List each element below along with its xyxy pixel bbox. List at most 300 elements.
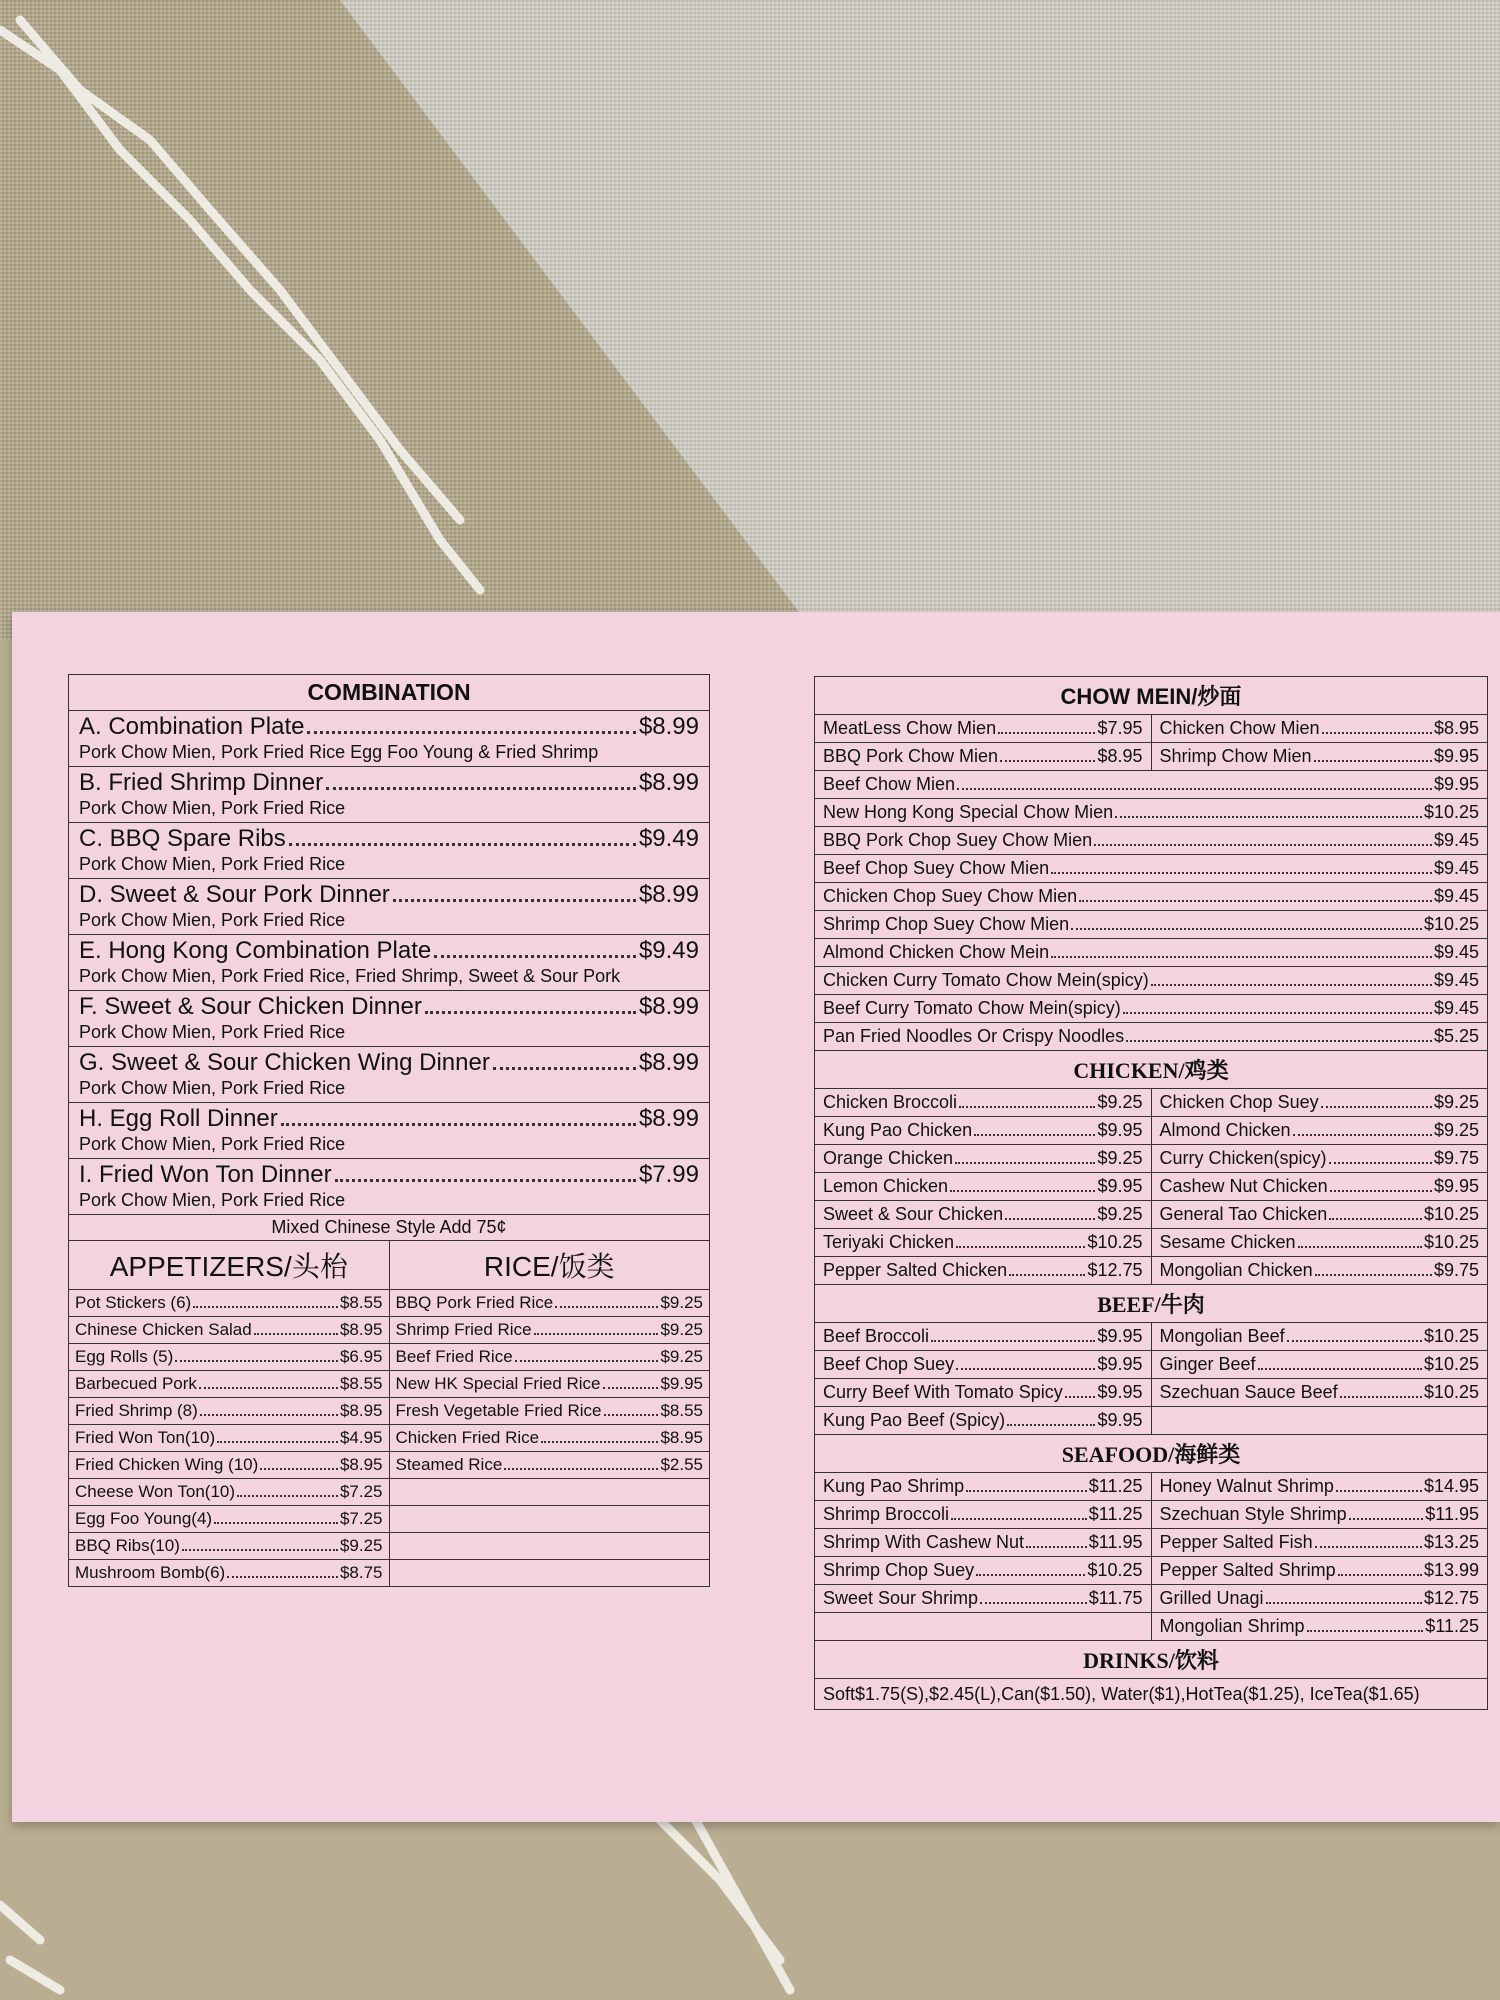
menu-item-name: Chicken Chow Mien: [1159, 718, 1320, 738]
menu-item: [815, 715, 1152, 743]
menu-item-price: $10.25: [1087, 1232, 1143, 1252]
menu-item-name: Cashew Nut Chicken: [1159, 1176, 1328, 1196]
menu-item: [1151, 1323, 1488, 1351]
dot-leader: [1071, 928, 1422, 930]
dot-leader: [307, 731, 635, 734]
menu-item: [1151, 1407, 1488, 1435]
menu-item-name: Szechuan Style Shrimp: [1159, 1504, 1347, 1524]
menu-item-price: $9.45: [1433, 858, 1479, 878]
menu-item-price: $9.45: [1433, 830, 1479, 850]
menu-item-name: Beef Broccoli: [823, 1326, 930, 1346]
dot-leader: [1009, 1274, 1085, 1276]
dot-leader: [1051, 872, 1432, 874]
menu-item: [389, 1533, 710, 1560]
menu-item-name: Kung Pao Shrimp: [823, 1476, 965, 1496]
menu-item: [69, 1425, 390, 1452]
menu-item: [389, 1371, 710, 1398]
menu-item-price: $9.95: [1433, 746, 1479, 766]
dot-leader: [1307, 1630, 1424, 1632]
menu-item-name: Pepper Salted Chicken: [823, 1260, 1008, 1280]
menu-item-price: $8.55: [339, 1374, 383, 1393]
menu-item-name: Shrimp With Cashew Nut: [823, 1532, 1025, 1552]
combination-item-name: F. Sweet & Sour Chicken Dinner: [79, 993, 422, 1020]
menu-item-price: $11.95: [1425, 1504, 1479, 1524]
menu-item-price: $9.45: [1433, 998, 1479, 1018]
drinks-text: Soft$1.75(S),$2.45(L),Can($1.50), Water($1),HotTea($1.25), IceTea($1.65): [815, 1679, 1488, 1710]
menu-item-name: New Hong Kong Special Chow Mien: [823, 802, 1114, 822]
menu-item-name: Kung Pao Chicken: [823, 1120, 973, 1140]
combination-item-name: G. Sweet & Sour Chicken Wing Dinner: [79, 1049, 490, 1076]
dot-leader: [1321, 1106, 1432, 1108]
combination-item: [69, 1103, 710, 1159]
dot-leader: [980, 1602, 1087, 1604]
menu-item: [389, 1344, 710, 1371]
dot-leader: [1330, 1190, 1432, 1192]
menu-item-name: Pepper Salted Shrimp: [1159, 1560, 1336, 1580]
menu-item-name: Sweet & Sour Chicken: [823, 1204, 1004, 1224]
combination-item-name: D. Sweet & Sour Pork Dinner: [79, 881, 390, 908]
dot-leader: [1298, 1246, 1422, 1248]
menu-item-name: Barbecued Pork: [75, 1374, 197, 1393]
menu-item-name: Beef Chop Suey: [823, 1354, 955, 1374]
menu-item-price: $11.95: [1088, 1532, 1143, 1552]
menu-item: [815, 995, 1488, 1023]
dot-leader: [237, 1495, 338, 1497]
combination-item-desc: Pork Chow Mien, Pork Fried Rice: [79, 798, 346, 818]
menu-item: [389, 1317, 710, 1344]
menu-item-name: BBQ Pork Fried Rice: [395, 1293, 554, 1312]
menu-item-name: BBQ Pork Chop Suey Chow Mien: [823, 830, 1093, 850]
menu-item-price: $8.55: [660, 1401, 703, 1420]
dot-leader: [974, 1134, 1095, 1136]
menu-card: [12, 612, 1500, 1822]
combination-item-desc: Pork Chow Mien, Pork Fried Rice: [79, 1134, 346, 1154]
combination-note: Mixed Chinese Style Add 75¢: [69, 1215, 710, 1241]
dot-leader: [1329, 1218, 1422, 1220]
dot-leader: [425, 1011, 636, 1014]
combination-item-desc: Pork Chow Mien, Pork Fried Rice: [79, 1022, 346, 1042]
menu-item-price: $6.95: [339, 1347, 383, 1366]
menu-item-name: Chicken Chop Suey Chow Mien: [823, 886, 1078, 906]
menu-item-name: Pepper Salted Fish: [1159, 1532, 1313, 1552]
menu-item: [815, 1585, 1152, 1613]
dot-leader: [931, 1340, 1095, 1342]
menu-item-name: Fried Shrimp (8): [75, 1401, 198, 1420]
menu-item-price: $9.45: [1433, 970, 1479, 990]
menu-item-name: General Tao Chicken: [1159, 1204, 1328, 1224]
dot-leader: [956, 1368, 1095, 1370]
dot-leader: [1051, 956, 1432, 958]
menu-item-price: $9.25: [660, 1347, 703, 1366]
menu-item-price: $12.75: [1423, 1588, 1479, 1608]
menu-item: [1151, 1145, 1488, 1173]
combination-item-desc: Pork Chow Mien, Pork Fried Rice, Fried Shrimp, Sweet & Sour Pork: [79, 966, 621, 986]
dot-leader: [998, 732, 1095, 734]
menu-item-price: $10.25: [1423, 1354, 1479, 1374]
dot-leader: [955, 1162, 1095, 1164]
dot-leader: [182, 1549, 338, 1551]
menu-item-name: Szechuan Sauce Beef: [1159, 1382, 1338, 1402]
beef-title: BEEF/牛肉: [815, 1285, 1488, 1323]
menu-item-price: $8.55: [339, 1293, 383, 1312]
menu-item: [815, 1145, 1152, 1173]
dot-leader: [956, 1246, 1085, 1248]
menu-item-price: $11.25: [1088, 1504, 1143, 1524]
menu-item-name: Chicken Fried Rice: [395, 1428, 540, 1447]
menu-item: [389, 1290, 710, 1317]
menu-item-price: $2.55: [660, 1455, 703, 1474]
menu-item-name: Almond Chicken: [1159, 1120, 1291, 1140]
chow-mein-title: CHOW MEIN/炒面: [815, 677, 1488, 715]
dot-leader: [515, 1360, 659, 1362]
dot-leader: [1026, 1546, 1087, 1548]
menu-item: [389, 1425, 710, 1452]
menu-item: [1151, 1173, 1488, 1201]
menu-item: [389, 1452, 710, 1479]
menu-item: [1151, 1117, 1488, 1145]
rice-title: RICE/饭类: [389, 1241, 710, 1290]
menu-item-price: $4.95: [339, 1428, 383, 1447]
menu-item: [1151, 1613, 1488, 1641]
dot-leader: [957, 788, 1432, 790]
menu-item: [815, 799, 1488, 827]
menu-item: [69, 1452, 390, 1479]
dot-leader: [555, 1306, 658, 1308]
menu-item-price: $9.45: [1433, 886, 1479, 906]
seafood-title: SEAFOOD/海鲜类: [815, 1435, 1488, 1473]
dot-leader: [393, 899, 636, 902]
dot-leader: [1000, 760, 1095, 762]
menu-item: [389, 1506, 710, 1533]
menu-item-name: Fresh Vegetable Fried Rice: [395, 1401, 602, 1420]
combination-item-price: $7.99: [638, 1161, 699, 1188]
menu-item-price: $8.95: [660, 1428, 703, 1447]
chow-mein-table: [814, 676, 1488, 1710]
combination-item: [69, 1159, 710, 1215]
menu-item-name: Honey Walnut Shrimp: [1159, 1476, 1334, 1496]
menu-item-name: Egg Foo Young(4): [75, 1509, 213, 1528]
dot-leader: [604, 1414, 659, 1416]
menu-item-price: $8.95: [339, 1320, 383, 1339]
dot-leader: [254, 1333, 338, 1335]
menu-item-name: Curry Beef With Tomato Spicy: [823, 1382, 1063, 1402]
menu-item-name: Shrimp Fried Rice: [395, 1320, 532, 1339]
dot-leader: [1123, 1012, 1432, 1014]
menu-item: [1151, 1229, 1488, 1257]
right-menu-section: [814, 676, 1488, 1710]
dot-leader: [976, 1574, 1085, 1576]
combination-item-price: $8.99: [638, 1105, 699, 1132]
menu-item-price: $13.99: [1423, 1560, 1479, 1580]
menu-item: [815, 883, 1488, 911]
menu-item-price: $9.95: [1097, 1176, 1143, 1196]
combination-item-price: $8.99: [638, 769, 699, 796]
menu-item-price: $9.95: [1097, 1120, 1143, 1140]
menu-item-price: $7.25: [339, 1509, 383, 1528]
menu-item-price: $10.25: [1423, 1232, 1479, 1252]
menu-item: [69, 1290, 390, 1317]
menu-item: [69, 1506, 390, 1533]
menu-item-name: Grilled Unagi: [1159, 1588, 1264, 1608]
menu-item-price: $10.25: [1423, 914, 1479, 934]
menu-item-price: $8.95: [1097, 746, 1143, 766]
dot-leader: [534, 1333, 659, 1335]
menu-item-name: Lemon Chicken: [823, 1176, 949, 1196]
dot-leader: [1287, 1340, 1422, 1342]
menu-item-price: $11.25: [1088, 1476, 1143, 1496]
combination-table: [68, 674, 710, 1241]
menu-item: [389, 1479, 710, 1506]
combination-item: [69, 1047, 710, 1103]
menu-item-price: $10.25: [1087, 1560, 1143, 1580]
menu-item: [69, 1398, 390, 1425]
combination-item-name: I. Fried Won Ton Dinner: [79, 1161, 332, 1188]
menu-item-price: $14.95: [1423, 1476, 1479, 1496]
dot-leader: [493, 1067, 636, 1070]
combination-item-price: $9.49: [638, 937, 699, 964]
dot-leader: [1293, 1134, 1432, 1136]
menu-item-price: $10.25: [1423, 1326, 1479, 1346]
menu-item-name: Mongolian Shrimp: [1159, 1616, 1305, 1636]
menu-item: [1151, 1379, 1488, 1407]
combination-item-desc: Pork Chow Mien, Pork Fried Rice: [79, 910, 346, 930]
dot-leader: [193, 1306, 338, 1308]
dot-leader: [1007, 1424, 1095, 1426]
menu-item-name: Chinese Chicken Salad: [75, 1320, 252, 1339]
menu-item: [69, 1371, 390, 1398]
menu-item: [815, 1229, 1152, 1257]
menu-item-price: $9.95: [1433, 1176, 1479, 1196]
menu-item-price: $8.95: [1433, 718, 1479, 738]
menu-item: [1151, 1529, 1488, 1557]
menu-item-price: $9.25: [1433, 1092, 1479, 1112]
dot-leader: [603, 1387, 659, 1389]
dot-leader: [1315, 1546, 1422, 1548]
dot-leader: [1314, 760, 1432, 762]
menu-item-name: Chicken Curry Tomato Chow Mein(spicy): [823, 970, 1149, 990]
dot-leader: [434, 955, 636, 958]
combination-item: [69, 823, 710, 879]
menu-item-name: Fried Chicken Wing (10): [75, 1455, 259, 1474]
dot-leader: [541, 1441, 658, 1443]
appetizers-title: APPETIZERS/头枱: [69, 1241, 390, 1290]
combination-item-desc: Pork Chow Mien, Pork Fried Rice: [79, 1190, 346, 1210]
menu-item: [1151, 1201, 1488, 1229]
combination-title: COMBINATION: [69, 675, 710, 711]
combination-item: [69, 767, 710, 823]
dot-leader: [1338, 1574, 1422, 1576]
dot-leader: [1336, 1490, 1422, 1492]
menu-item: [1151, 1501, 1488, 1529]
combination-item-name: B. Fried Shrimp Dinner: [79, 769, 324, 796]
menu-item-name: Chicken Broccoli: [823, 1092, 958, 1112]
menu-item-price: $9.25: [660, 1293, 703, 1312]
dot-leader: [227, 1576, 338, 1578]
dot-leader: [1151, 984, 1432, 986]
menu-item: [815, 1501, 1152, 1529]
menu-item-name: Almond Chicken Chow Mein: [823, 942, 1050, 962]
menu-item-price: $9.75: [1433, 1148, 1479, 1168]
menu-item-name: Shrimp Chop Suey: [823, 1560, 975, 1580]
menu-item: [69, 1560, 390, 1587]
menu-item: [69, 1317, 390, 1344]
menu-item-price: $13.25: [1423, 1532, 1479, 1552]
menu-item-name: Chicken Chop Suey: [1159, 1092, 1319, 1112]
menu-item-name: Kung Pao Beef (Spicy): [823, 1410, 1006, 1430]
menu-item-price: $12.75: [1087, 1260, 1143, 1280]
menu-item-price: $9.25: [1097, 1204, 1143, 1224]
menu-item: [1151, 1473, 1488, 1501]
combination-item-price: $8.99: [638, 1049, 699, 1076]
menu-item: [69, 1479, 390, 1506]
dot-leader: [1329, 1162, 1432, 1164]
dot-leader: [1079, 900, 1432, 902]
dot-leader: [1005, 1218, 1095, 1220]
combination-item-name: A. Combination Plate: [79, 713, 305, 740]
combination-item-name: E. Hong Kong Combination Plate: [79, 937, 432, 964]
menu-item: [1151, 1585, 1488, 1613]
menu-item: [815, 827, 1488, 855]
menu-item: [815, 967, 1488, 995]
appetizers-rice-table: [68, 1241, 710, 1587]
combination-item-name: C. BBQ Spare Ribs: [79, 825, 286, 852]
combination-item-desc: Pork Chow Mien, Pork Fried Rice Egg Foo Young & Fried Shrimp: [79, 742, 599, 762]
menu-item-name: MeatLess Chow Mien: [823, 718, 997, 738]
menu-item-price: $9.95: [1433, 774, 1479, 794]
menu-item-name: Mushroom Bomb(6): [75, 1563, 226, 1582]
menu-item-name: Beef Fried Rice: [395, 1347, 513, 1366]
menu-item-price: $11.25: [1425, 1616, 1479, 1636]
menu-item-name: Mongolian Chicken: [1159, 1260, 1313, 1280]
dot-leader: [504, 1468, 658, 1470]
menu-item: [815, 1257, 1152, 1285]
menu-item-name: Sweet Sour Shrimp: [823, 1588, 979, 1608]
dot-leader: [260, 1468, 338, 1470]
menu-item: [815, 1089, 1152, 1117]
menu-item-price: $8.95: [339, 1455, 383, 1474]
menu-item-price: $5.25: [1433, 1026, 1479, 1046]
combination-item-price: $8.99: [638, 713, 699, 740]
dot-leader: [1266, 1602, 1422, 1604]
dot-leader: [289, 843, 636, 846]
menu-item: [815, 1173, 1152, 1201]
dot-leader: [1340, 1396, 1422, 1398]
menu-item: [815, 1201, 1152, 1229]
menu-item: [815, 939, 1488, 967]
menu-item-name: Egg Rolls (5): [75, 1347, 174, 1366]
combination-item: [69, 991, 710, 1047]
dot-leader: [1094, 844, 1432, 846]
combination-item: [69, 711, 710, 767]
menu-item: [815, 1379, 1152, 1407]
menu-item: [69, 1533, 390, 1560]
menu-item-price: $9.25: [1097, 1148, 1143, 1168]
menu-item-price: $9.95: [1097, 1354, 1143, 1374]
menu-item-price: $9.95: [1097, 1382, 1143, 1402]
menu-item: [815, 1407, 1152, 1435]
menu-item-price: $9.95: [660, 1374, 703, 1393]
menu-item-price: $10.25: [1423, 1382, 1479, 1402]
menu-item: [389, 1398, 710, 1425]
menu-item-price: $8.75: [339, 1563, 383, 1582]
menu-item-name: Steamed Rice: [395, 1455, 503, 1474]
menu-item-name: Curry Chicken(spicy): [1159, 1148, 1327, 1168]
combination-item-desc: Pork Chow Mien, Pork Fried Rice: [79, 1078, 346, 1098]
menu-item-price: $10.25: [1423, 802, 1479, 822]
menu-item-price: $10.25: [1423, 1204, 1479, 1224]
menu-item: [815, 1473, 1152, 1501]
menu-item-name: Cheese Won Ton(10): [75, 1482, 236, 1501]
menu-item: [815, 743, 1152, 771]
dot-leader: [1349, 1518, 1424, 1520]
dot-leader: [199, 1387, 338, 1389]
combination-item-name: H. Egg Roll Dinner: [79, 1105, 278, 1132]
combination-item: [69, 935, 710, 991]
drinks-title: DRINKS/饮料: [815, 1641, 1488, 1679]
menu-item-price: $8.95: [339, 1401, 383, 1420]
menu-item-name: Shrimp Chow Mien: [1159, 746, 1312, 766]
menu-item: [815, 1557, 1152, 1585]
dot-leader: [281, 1123, 636, 1126]
menu-item-price: $9.25: [660, 1320, 703, 1339]
dot-leader: [1126, 1040, 1432, 1042]
menu-item: [69, 1344, 390, 1371]
menu-item: [815, 1323, 1152, 1351]
menu-item-name: Mongolian Beef: [1159, 1326, 1285, 1346]
dot-leader: [951, 1518, 1087, 1520]
menu-item: [1151, 1557, 1488, 1585]
menu-item-price: $7.95: [1097, 718, 1143, 738]
menu-item: [815, 911, 1488, 939]
combination-item-price: $8.99: [638, 881, 699, 908]
menu-item-name: New HK Special Fried Rice: [395, 1374, 601, 1393]
menu-item: [1151, 1089, 1488, 1117]
dot-leader: [1115, 816, 1422, 818]
menu-item-name: Shrimp Chop Suey Chow Mien: [823, 914, 1070, 934]
dot-leader: [950, 1190, 1095, 1192]
dot-leader: [326, 787, 636, 790]
dot-leader: [1315, 1274, 1432, 1276]
menu-item: [815, 1351, 1152, 1379]
menu-item-name: BBQ Ribs(10): [75, 1536, 180, 1555]
chicken-title: CHICKEN/鸡类: [815, 1051, 1488, 1089]
dot-leader: [1258, 1368, 1422, 1370]
menu-item-name: Teriyaki Chicken: [823, 1232, 955, 1252]
menu-item: [815, 1117, 1152, 1145]
menu-item-price: $9.75: [1433, 1260, 1479, 1280]
menu-item-name: Beef Curry Tomato Chow Mein(spicy): [823, 998, 1121, 1018]
menu-item: [815, 855, 1488, 883]
menu-item: [1151, 1257, 1488, 1285]
menu-item-name: Shrimp Broccoli: [823, 1504, 950, 1524]
menu-item-price: $9.45: [1433, 942, 1479, 962]
menu-item: [1151, 1351, 1488, 1379]
dot-leader: [959, 1106, 1095, 1108]
dot-leader: [214, 1522, 338, 1524]
menu-item-price: $9.25: [1433, 1120, 1479, 1140]
dot-leader: [175, 1360, 338, 1362]
menu-item: [815, 1529, 1152, 1557]
dot-leader: [1065, 1396, 1096, 1398]
combination-item-price: $9.49: [638, 825, 699, 852]
menu-item-name: Beef Chop Suey Chow Mien: [823, 858, 1050, 878]
dot-leader: [217, 1441, 338, 1443]
menu-item-name: Fried Won Ton(10): [75, 1428, 216, 1447]
menu-item-name: Pan Fried Noodles Or Crispy Noodles: [823, 1026, 1125, 1046]
combination-item: [69, 879, 710, 935]
menu-item-name: Sesame Chicken: [1159, 1232, 1296, 1252]
menu-item-price: $11.75: [1088, 1588, 1143, 1608]
